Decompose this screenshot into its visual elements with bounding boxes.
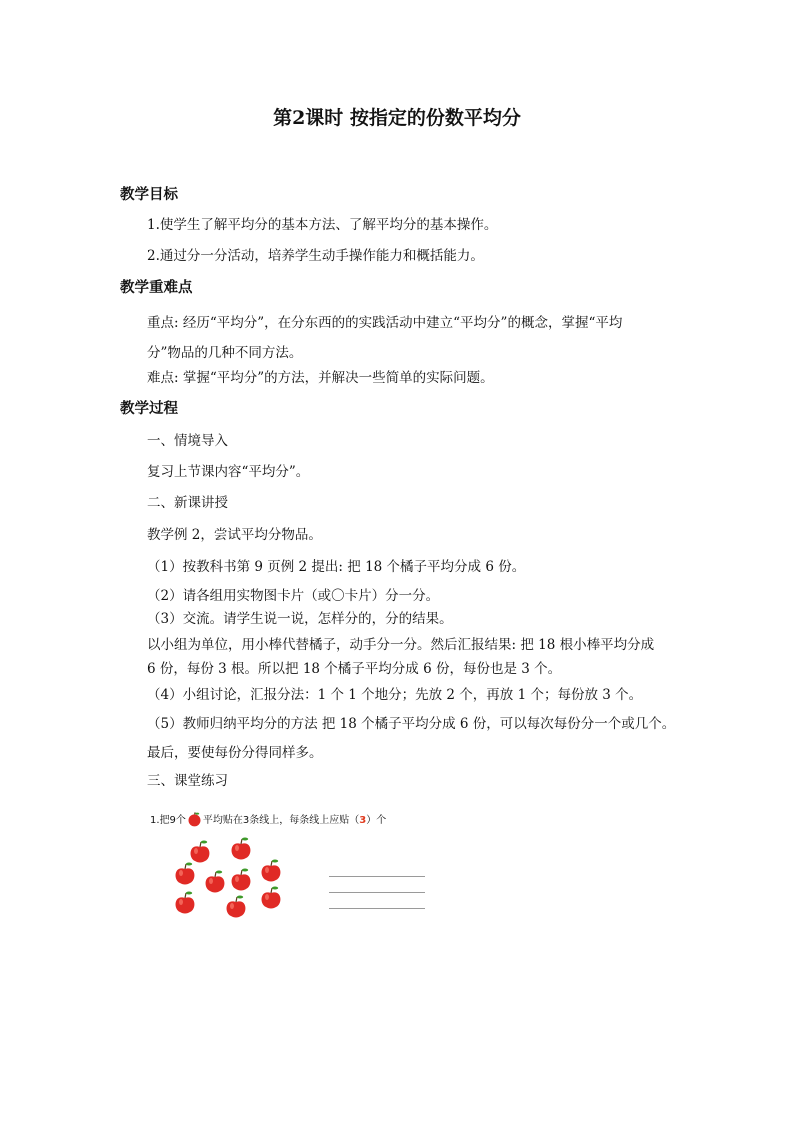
answer-line[interactable] [329, 908, 425, 909]
key-point-line-2: 分”物品的几种不同方法。 [147, 345, 303, 361]
process-line: 教学例 2，尝试平均分物品。 [147, 527, 322, 543]
process-line: （1）按教科书第 9 页例 2 提出: 把 18 个橘子平均分成 6 份。 [147, 559, 526, 575]
exercise-prefix: 1.把9个 [150, 815, 186, 826]
difficulty-line: 难点: 掌握“平均分”的方法，并解决一些简单的实际问题。 [147, 370, 494, 386]
process-line: 复习上节课内容“平均分”。 [147, 464, 310, 480]
exercise-answer: 3 [359, 815, 367, 826]
heading-process: 教学过程 [120, 400, 178, 417]
apple-icon [262, 860, 281, 882]
process-line: 最后，要使每份分得同样多。 [147, 745, 323, 761]
heading-goals: 教学目标 [120, 186, 178, 203]
goal-item-1: 1.使学生了解平均分的基本方法、了解平均分的基本操作。 [147, 217, 498, 233]
apple-icon [227, 896, 246, 918]
apple-group [160, 832, 300, 932]
process-line: 二、新课讲授 [147, 495, 228, 511]
apple-icon [176, 892, 195, 914]
apple-icon [191, 841, 210, 863]
apple-icon [232, 869, 251, 891]
key-point-line-1: 重点: 经历“平均分”，在分东西的的实践活动中建立“平均分”的概念，掌握“平均 [147, 315, 623, 331]
process-line: 6 份，每份 3 根。所以把 18 个橘子平均分成 6 份，每份也是 3 个。 [147, 661, 562, 677]
process-line: （5）教师归纳平均分的方法 把 18 个橘子平均分成 6 份，可以每次每份分一个或几个。 [147, 716, 676, 732]
apple-icon [262, 887, 281, 909]
apple-icon [206, 871, 225, 893]
exercise-middle: 平均贴在3条线上，每条线上应贴（ [202, 815, 360, 826]
process-line: 一、情境导入 [147, 433, 228, 449]
process-line: 三、课堂练习 [147, 773, 228, 789]
exercise-question [150, 811, 386, 828]
process-line: （3）交流。请学生说一说，怎样分的，分的结果。 [147, 611, 453, 627]
exercise-suffix: ）个 [366, 815, 387, 826]
process-line: 以小组为单位，用小棒代替橘子，动手分一分。然后汇报结果: 把 18 根小棒平均分成 [147, 637, 655, 653]
process-line: （4）小组讨论，汇报分法：1 个 1 个地分；先放 2 个，再放 1 个；每份放 3 个。 [147, 687, 643, 703]
answer-line[interactable] [329, 876, 425, 877]
apple-icon [186, 811, 203, 827]
process-line: （2）请各组用实物图卡片（或〇卡片）分一分。 [147, 588, 440, 604]
goal-item-2: 2.通过分一分活动，培养学生动手操作能力和概括能力。 [147, 248, 484, 264]
apple-icon [232, 838, 251, 860]
answer-line[interactable] [329, 892, 425, 893]
apple-icon [176, 863, 195, 885]
heading-key-points: 教学重难点 [120, 279, 193, 296]
page-title: 第2课时 按指定的份数平均分 [273, 107, 521, 129]
